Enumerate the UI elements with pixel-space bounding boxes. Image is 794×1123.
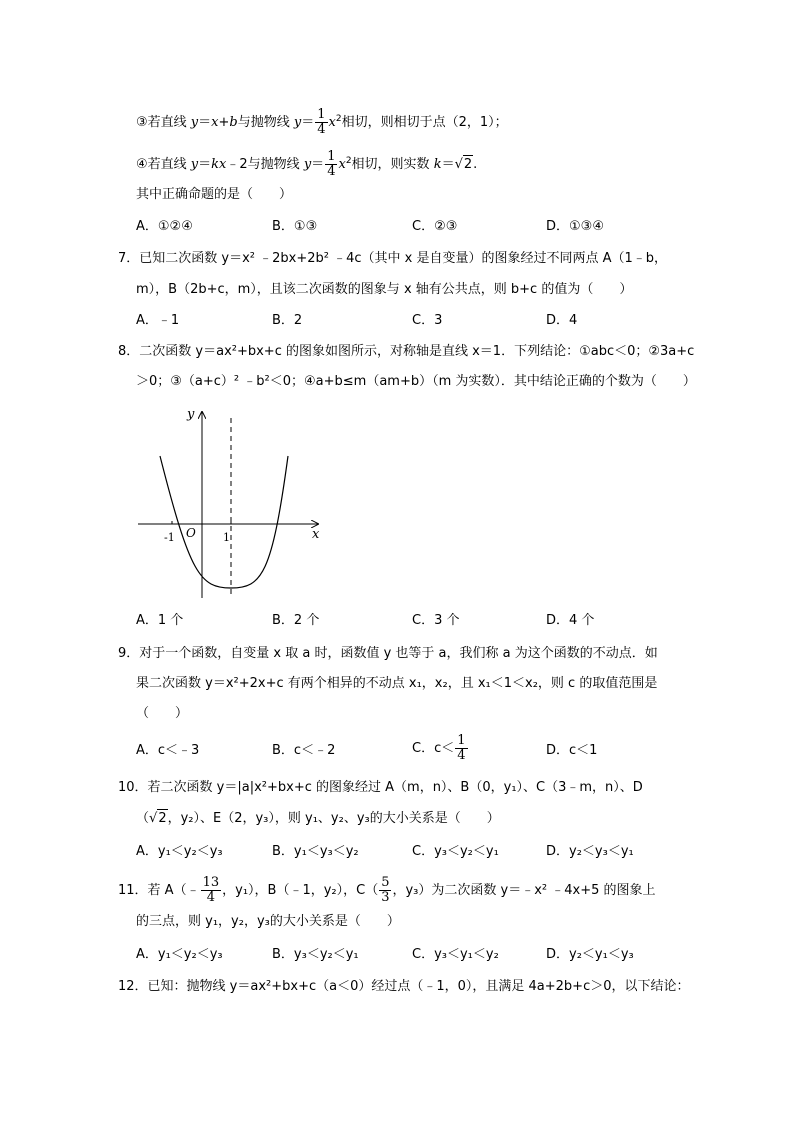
q10-option-a[interactable]: A．y₁＜y₂＜y₃ — [136, 844, 223, 859]
q9-option-c[interactable]: C．c＜ $\frac{1}{4}$ — [412, 733, 466, 763]
q9-option-d[interactable]: D．c＜1 — [546, 743, 598, 758]
fraction-five-thirds: $\frac{5}{3}$ — [381, 875, 390, 905]
statement-4: ④若直线 y＝kx﹣2与抛物线 y＝ $\frac{1}{4}$ $x^2$相切，则实数 k＝√2. — [136, 149, 478, 179]
statement-3: ③若直线 y＝x+b与抛物线 y＝ $\frac{1}{4}$ $x^2$相切，则相切于点（2，1）； — [136, 107, 508, 137]
q6-prompt-tail: 其中正确命题的是（ ） — [136, 187, 293, 202]
q11-line-1: 11．若 A（﹣ $\frac{13}{4}$ ，y₁），B（﹣1，y₂），C（ $\frac{5}{3}$ ，y₃）为二次函数 y＝﹣x² ﹣4x+5 的图象上 — [118, 875, 656, 905]
q9-option-a[interactable]: A．c＜﹣3 — [136, 743, 200, 758]
origin-label: O — [186, 526, 196, 540]
q6-option-b[interactable]: B．①③ — [272, 219, 318, 234]
q7-option-d[interactable]: D．4 — [546, 313, 578, 328]
tick-neg1-label: -1 — [164, 531, 175, 544]
q10-option-b[interactable]: B．y₁＜y₃＜y₂ — [272, 844, 359, 859]
q8-option-a[interactable]: A．1 个 — [136, 613, 184, 628]
q11-option-c[interactable]: C．y₃＜y₁＜y₂ — [412, 947, 499, 962]
fraction-thirteen-quarters: $\frac{13}{4}$ — [202, 875, 220, 905]
x-axis-label: x — [312, 527, 320, 542]
q8-line-2: ＞0；③（a+c）² ﹣b²＜0；④a+b≤m（am+b）（m 为实数）．其中结论正确的个数为（ ） — [136, 374, 696, 389]
q7-line-2: m），B（2b+c，m），且该二次函数的图象与 x 轴有公共点，则 b+c 的值为（ ） — [136, 282, 633, 297]
fraction-one-quarter: $\frac{1}{4}$ — [327, 149, 336, 179]
parabola-curve — [160, 456, 288, 588]
q12-line-1: 12．已知：抛物线 y＝ax²+bx+c（a＜0）经过点（﹣1，0），且满足 4a+2b+c＞0，以下结论： — [118, 979, 690, 994]
q7-option-b[interactable]: B．2 — [272, 313, 303, 328]
fraction-one-quarter: $\frac{1}{4}$ — [317, 107, 326, 137]
y-axis-label: y — [187, 407, 195, 422]
q9-line-1: 9．对于一个函数，自变量 x 取 a 时，函数值 y 也等于 a，我们称 a 为这个函数的不动点．如 — [118, 646, 658, 661]
q9-line-3: （ ） — [136, 706, 189, 721]
q7-line-1: 7．已知二次函数 y＝x² ﹣2bx+2b² ﹣4c（其中 x 是自变量）的图象经过不同两点 A（1﹣b， — [118, 251, 668, 266]
circled-4: ④ — [136, 157, 148, 172]
q8-line-1: 8．二次函数 y＝ax²+bx+c 的图象如图所示，对称轴是直线 x＝1．下列结论：①abc＜0；②3a+c — [118, 344, 695, 359]
q8-option-b[interactable]: B．2 个 — [272, 613, 320, 628]
q6-option-c[interactable]: C．②③ — [412, 219, 458, 234]
q11-option-b[interactable]: B．y₃＜y₂＜y₁ — [272, 947, 359, 962]
q11-option-a[interactable]: A．y₁＜y₂＜y₃ — [136, 947, 223, 962]
q7-option-a[interactable]: A．﹣1 — [136, 313, 180, 328]
parabola-graph — [130, 398, 330, 602]
sqrt-sign: √ — [454, 157, 463, 172]
q9-option-b[interactable]: B．c＜﹣2 — [272, 743, 336, 758]
q6-option-d[interactable]: D．①③④ — [546, 219, 604, 234]
q8-option-c[interactable]: C．3 个 — [412, 613, 460, 628]
tick-1-label: 1 — [223, 531, 230, 544]
q9-line-2: 果二次函数 y＝x²+2x+c 有两个相异的不动点 x₁，x₂，且 x₁＜1＜x₂，则 c 的取值范围是 — [136, 676, 658, 691]
fraction-one-quarter: $\frac{1}{4}$ — [457, 733, 466, 763]
q7-option-c[interactable]: C．3 — [412, 313, 443, 328]
q10-option-c[interactable]: C．y₃＜y₂＜y₁ — [412, 844, 499, 859]
q10-line-1: 10．若二次函数 y＝|a|x²+bx+c 的图象经过 A（m，n）、B（0，y₁）、C（3﹣m，n）、D — [118, 780, 643, 795]
q6-option-a[interactable]: A．①②④ — [136, 219, 193, 234]
q10-line-2: （√2，y₂）、E（2，y₃），则 y₁、y₂、y₃的大小关系是（ ） — [136, 811, 500, 826]
circled-3: ③ — [136, 115, 148, 130]
q11-option-d[interactable]: D．y₂＜y₁＜y₃ — [546, 947, 634, 962]
q8-option-d[interactable]: D．4 个 — [546, 613, 595, 628]
q10-option-d[interactable]: D．y₂＜y₃＜y₁ — [546, 844, 634, 859]
sqrt-sign: √ — [149, 811, 158, 826]
q11-line-2: 的三点，则 y₁，y₂，y₃的大小关系是（ ） — [136, 914, 400, 929]
